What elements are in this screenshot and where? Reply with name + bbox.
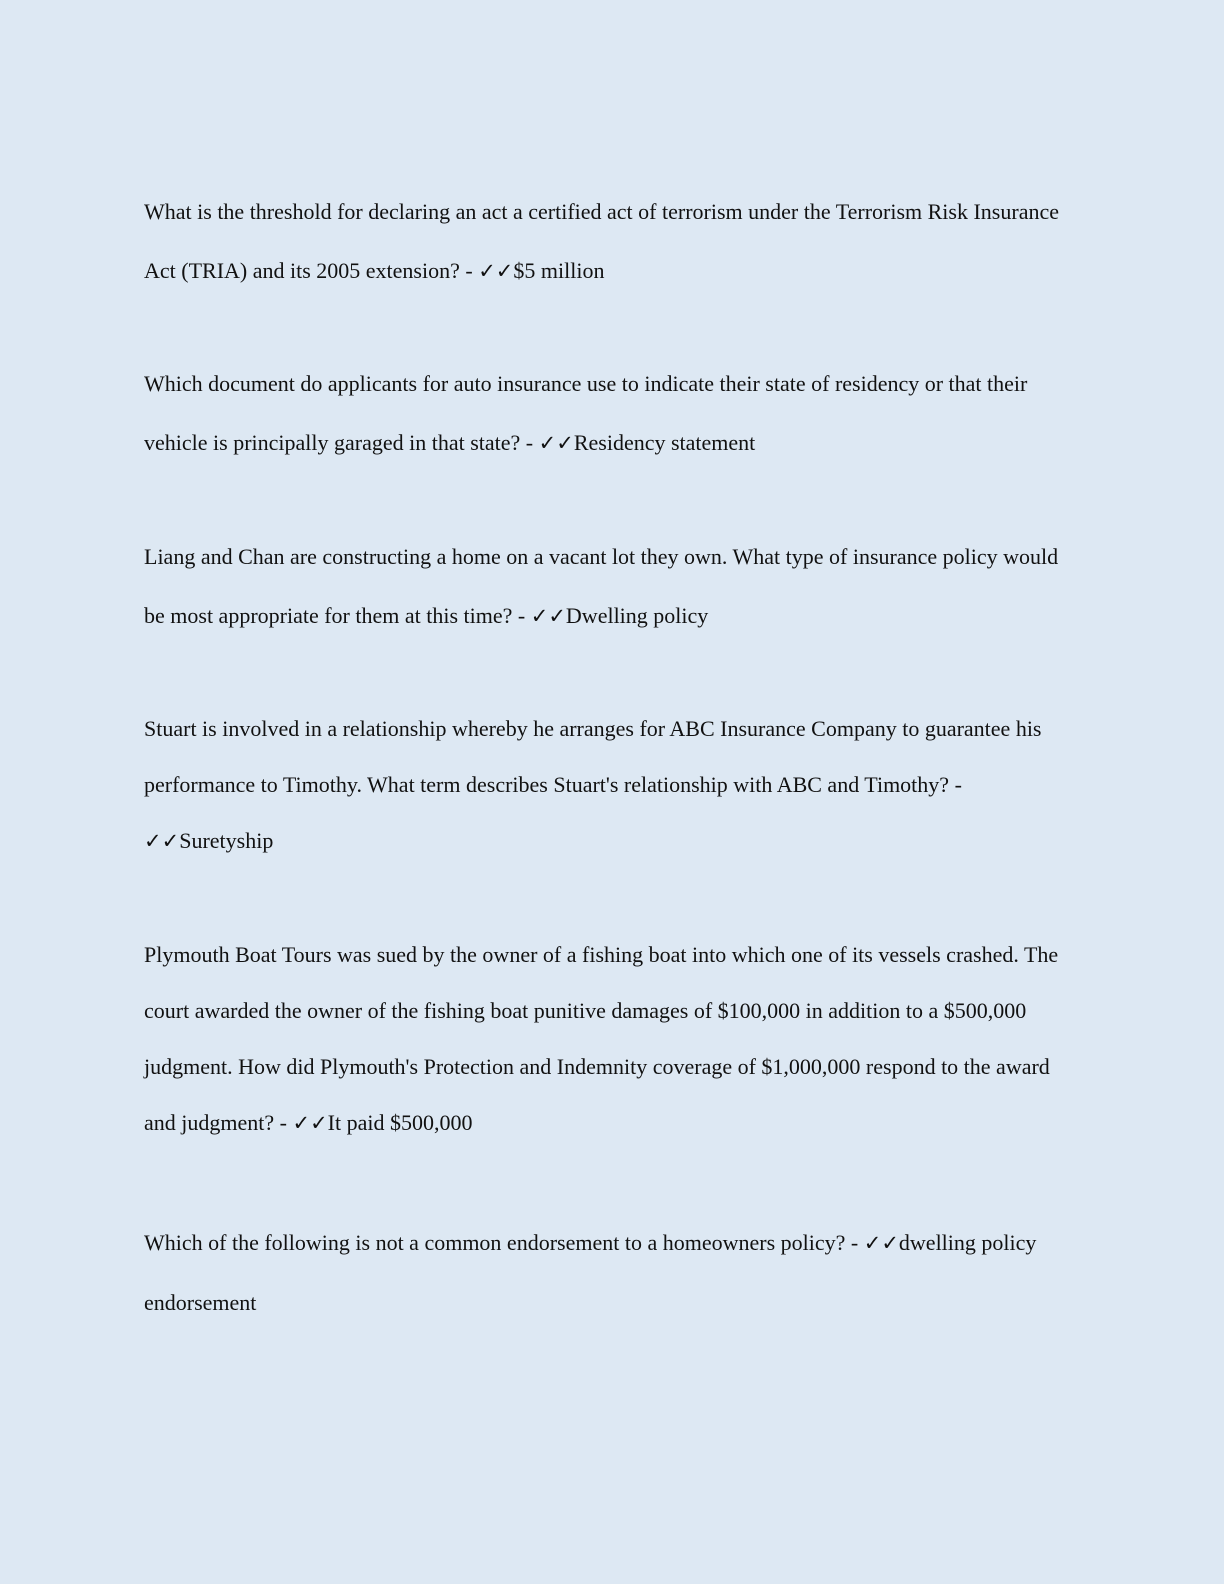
question-text: Plymouth Boat Tours was sued by the owner of a fishing boat into which one of its vessels crashed. The court awarded the owner of the fishing boat punitive damages of $100,000 in addition to a $500,000 judgment. How did Plymouth's Protection and Indemnity coverage of $1,000,000 respond to the award and judgment? - (144, 942, 1059, 1135)
double-check-icon: ✓✓ (538, 431, 574, 455)
double-check-icon: ✓✓ (530, 604, 566, 628)
qa-item (144, 354, 1084, 473)
answer-text: Dwelling policy (565, 603, 709, 628)
question-text: Which document do applicants for auto insurance use to indicate their state of residency or that their vehicle is principally garaged in that state? - (144, 371, 1028, 455)
qa-item (144, 927, 1084, 1151)
double-check-icon: ✓✓ (292, 1111, 328, 1135)
double-check-icon: ✓✓ (478, 259, 514, 283)
answer-text: dwelling policy endorsement (144, 1230, 1037, 1315)
question-text: Which of the following is not a common endorsement to a homeowners policy? - (144, 1230, 859, 1255)
answer-text: $5 million (513, 258, 605, 283)
answer-text: Suretyship (179, 828, 274, 853)
qa-item (144, 182, 1084, 301)
qa-item (144, 527, 1084, 646)
answer-text: Residency statement (573, 430, 756, 455)
double-check-icon: ✓✓ (144, 829, 180, 853)
question-text: Liang and Chan are constructing a home on a vacant lot they own. What type of insurance policy would be most appropriate for them at this time? - (144, 544, 1059, 628)
question-text: Stuart is involved in a relationship whereby he arranges for ABC Insurance Company to guarantee his performance to Timothy. What term describes Stuart's relationship with ABC and Timothy? - (144, 716, 1042, 797)
answer-text: It paid $500,000 (327, 1110, 473, 1135)
qa-item (144, 701, 1084, 869)
question-text: What is the threshold for declaring an act a certified act of terrorism under the Terrorism Risk Insurance Act (TRIA) and its 2005 extension? - (144, 199, 1059, 283)
qa-item (144, 1213, 1084, 1332)
double-check-icon: ✓✓ (863, 1231, 899, 1255)
